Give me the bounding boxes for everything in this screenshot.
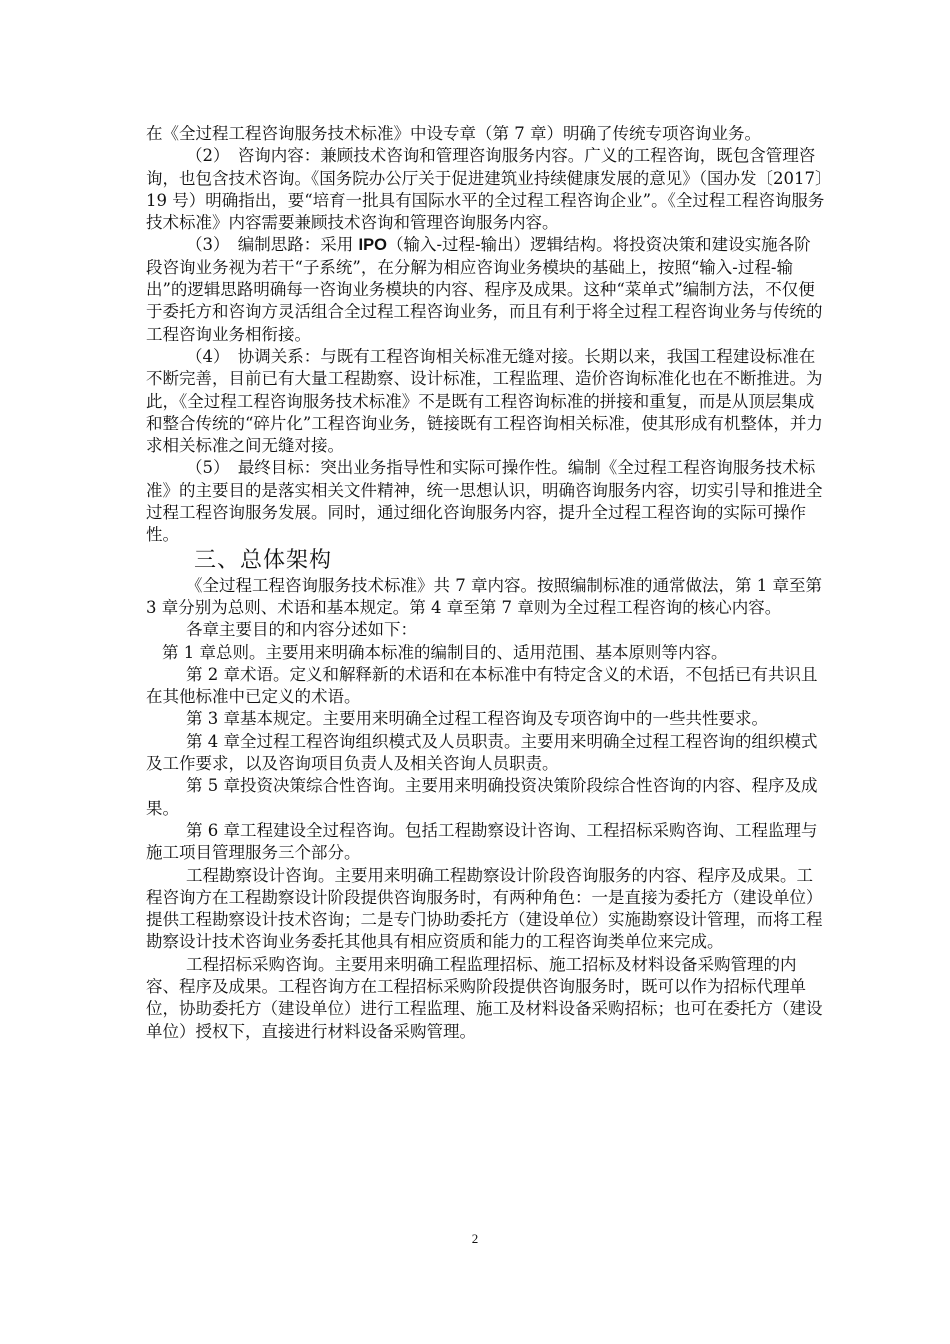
paragraph-continuation: 在《全过程工程咨询服务技术标准》中设专章（第 7 章）明确了传统专项咨询业务。: [146, 124, 761, 143]
page-number: 2: [471, 1231, 479, 1246]
paragraph-item-5: （5） 最终目标：突出业务指导性和实际可操作性。编制《全过程工程咨询服务技术标准》的主要目的是落实相关文件精神，统一思想认识，明确咨询服务内容，切实引导和推进全过程工程咨询服务发展。同时，通过细化咨询服务内容，提升全过程工程咨询的实际可操作性。: [146, 458, 823, 545]
paragraph-survey-design: 工程勘察设计咨询。主要用来明确工程勘察设计阶段咨询服务的内容、程序及成果。工程咨询方在工程勘察设计阶段提供咨询服务时，有两种角色：一是直接为委托方（建设单位）提供工程勘察设计技术咨询；二是专门协助委托方（建设单位）实施勘察设计管理，而将工程勘察设计技术咨询业务委托其他具有相应资质和能力的工程咨询类单位来完成。: [146, 865, 823, 952]
paragraph-chapter-5: 第 5 章投资决策综合性咨询。主要用来明确投资决策阶段综合性咨询的内容、程序及成果。: [146, 776, 818, 818]
paragraph-item-3: [146, 234, 826, 345]
paragraph-chapter-2: 第 2 章术语。定义和解释新的术语和在本标准中有特定含义的术语，不包括已有共识且在其他标准中已定义的术语。: [146, 664, 818, 707]
body-text: [146, 123, 826, 1043]
paragraph-chapter-6: 第 6 章工程建设全过程咨询。包括工程勘察设计咨询、工程招标采购咨询、工程监理与施工项目管理服务三个部分。: [146, 820, 818, 863]
section-heading: 三、总体架构: [194, 547, 333, 573]
item-3-lead: （3） 编制思路：采用: [186, 235, 359, 255]
paragraph-overview: 《全过程工程咨询服务技术标准》共 7 章内容。按照编制标准的通常做法，第 1 章至第 3 章分别为总则、术语和基本规定。第 4 章至第 7 章则为全过程工程咨询的核心内容。: [146, 575, 822, 617]
paragraph-chapter-4: 第 4 章全过程工程咨询组织模式及人员职责。主要用来明确全过程工程咨询的组织模式及工作要求，以及咨询项目负责人及相关咨询人员职责。: [146, 731, 818, 774]
paragraph-chapter-1: 第 1 章总则。主要用来明确本标准的编制目的、适用范围、基本原则等内容。: [162, 642, 728, 662]
paragraph-bidding-procurement: 工程招标采购咨询。主要用来明确工程监理招标、施工招标及材料设备采购管理的内容、程序及成果。工程咨询方在工程招标采购阶段提供咨询服务时，既可以作为招标代理单位，协助委托方（建设单位）进行工程监理、施工及材料设备采购招标；也可在委托方（建设单位）授权下，直接进行材料设备采购管理。: [146, 954, 823, 1041]
item-3-rest: （输入-过程-输出）逻辑结构。将投资决策和建设实施各阶段咨询业务视为若干“子系统”，在分解为相应咨询业务模块的基础上，按照“输入-过程-输出”的逻辑思路明确每一咨询业务模块的内容、程序及成果。这种“菜单式”编制方法，不仅便于委托方和咨询方灵活组合全过程工程咨询业务，而且有利于将全过程工程咨询业务与传统的工程咨询业务相衔接。: [146, 235, 823, 344]
paragraph-item-2: （2） 咨询内容：兼顾技术咨询和管理咨询服务内容。广义的工程咨询，既包含管理咨询，也包含技术咨询。《国务院办公厅关于促进建筑业持续健康发展的意见》（国办发〔2017〕19 号）明确指出，要“培育一批具有国际水平的全过程工程咨询企业”。《全过程工程咨询服务技术标准》内容需要兼顾技术咨询和管理咨询服务内容。: [146, 146, 825, 233]
paragraph-item-4: （4） 协调关系：与既有工程咨询相关标准无缝对接。长期以来，我国工程建设标准在不断完善，目前已有大量工程勘察、设计标准，工程监理、造价咨询标准化也在不断推进。为此，《全过程工程咨询服务技术标准》不是既有工程咨询标准的拼接和重复，而是从顶层集成和整合传统的“碎片化”工程咨询业务，链接既有工程咨询相关标准，使其形成有机整体，并力求相关标准之间无缝对接。: [146, 346, 823, 456]
paragraph-chapter-3: 第 3 章基本规定。主要用来明确全过程工程咨询及专项咨询中的一些共性要求。: [186, 709, 768, 729]
ipo-term: IPO: [358, 236, 387, 255]
paragraph-intro-list: 各章主要目的和内容分述如下：: [186, 620, 417, 640]
